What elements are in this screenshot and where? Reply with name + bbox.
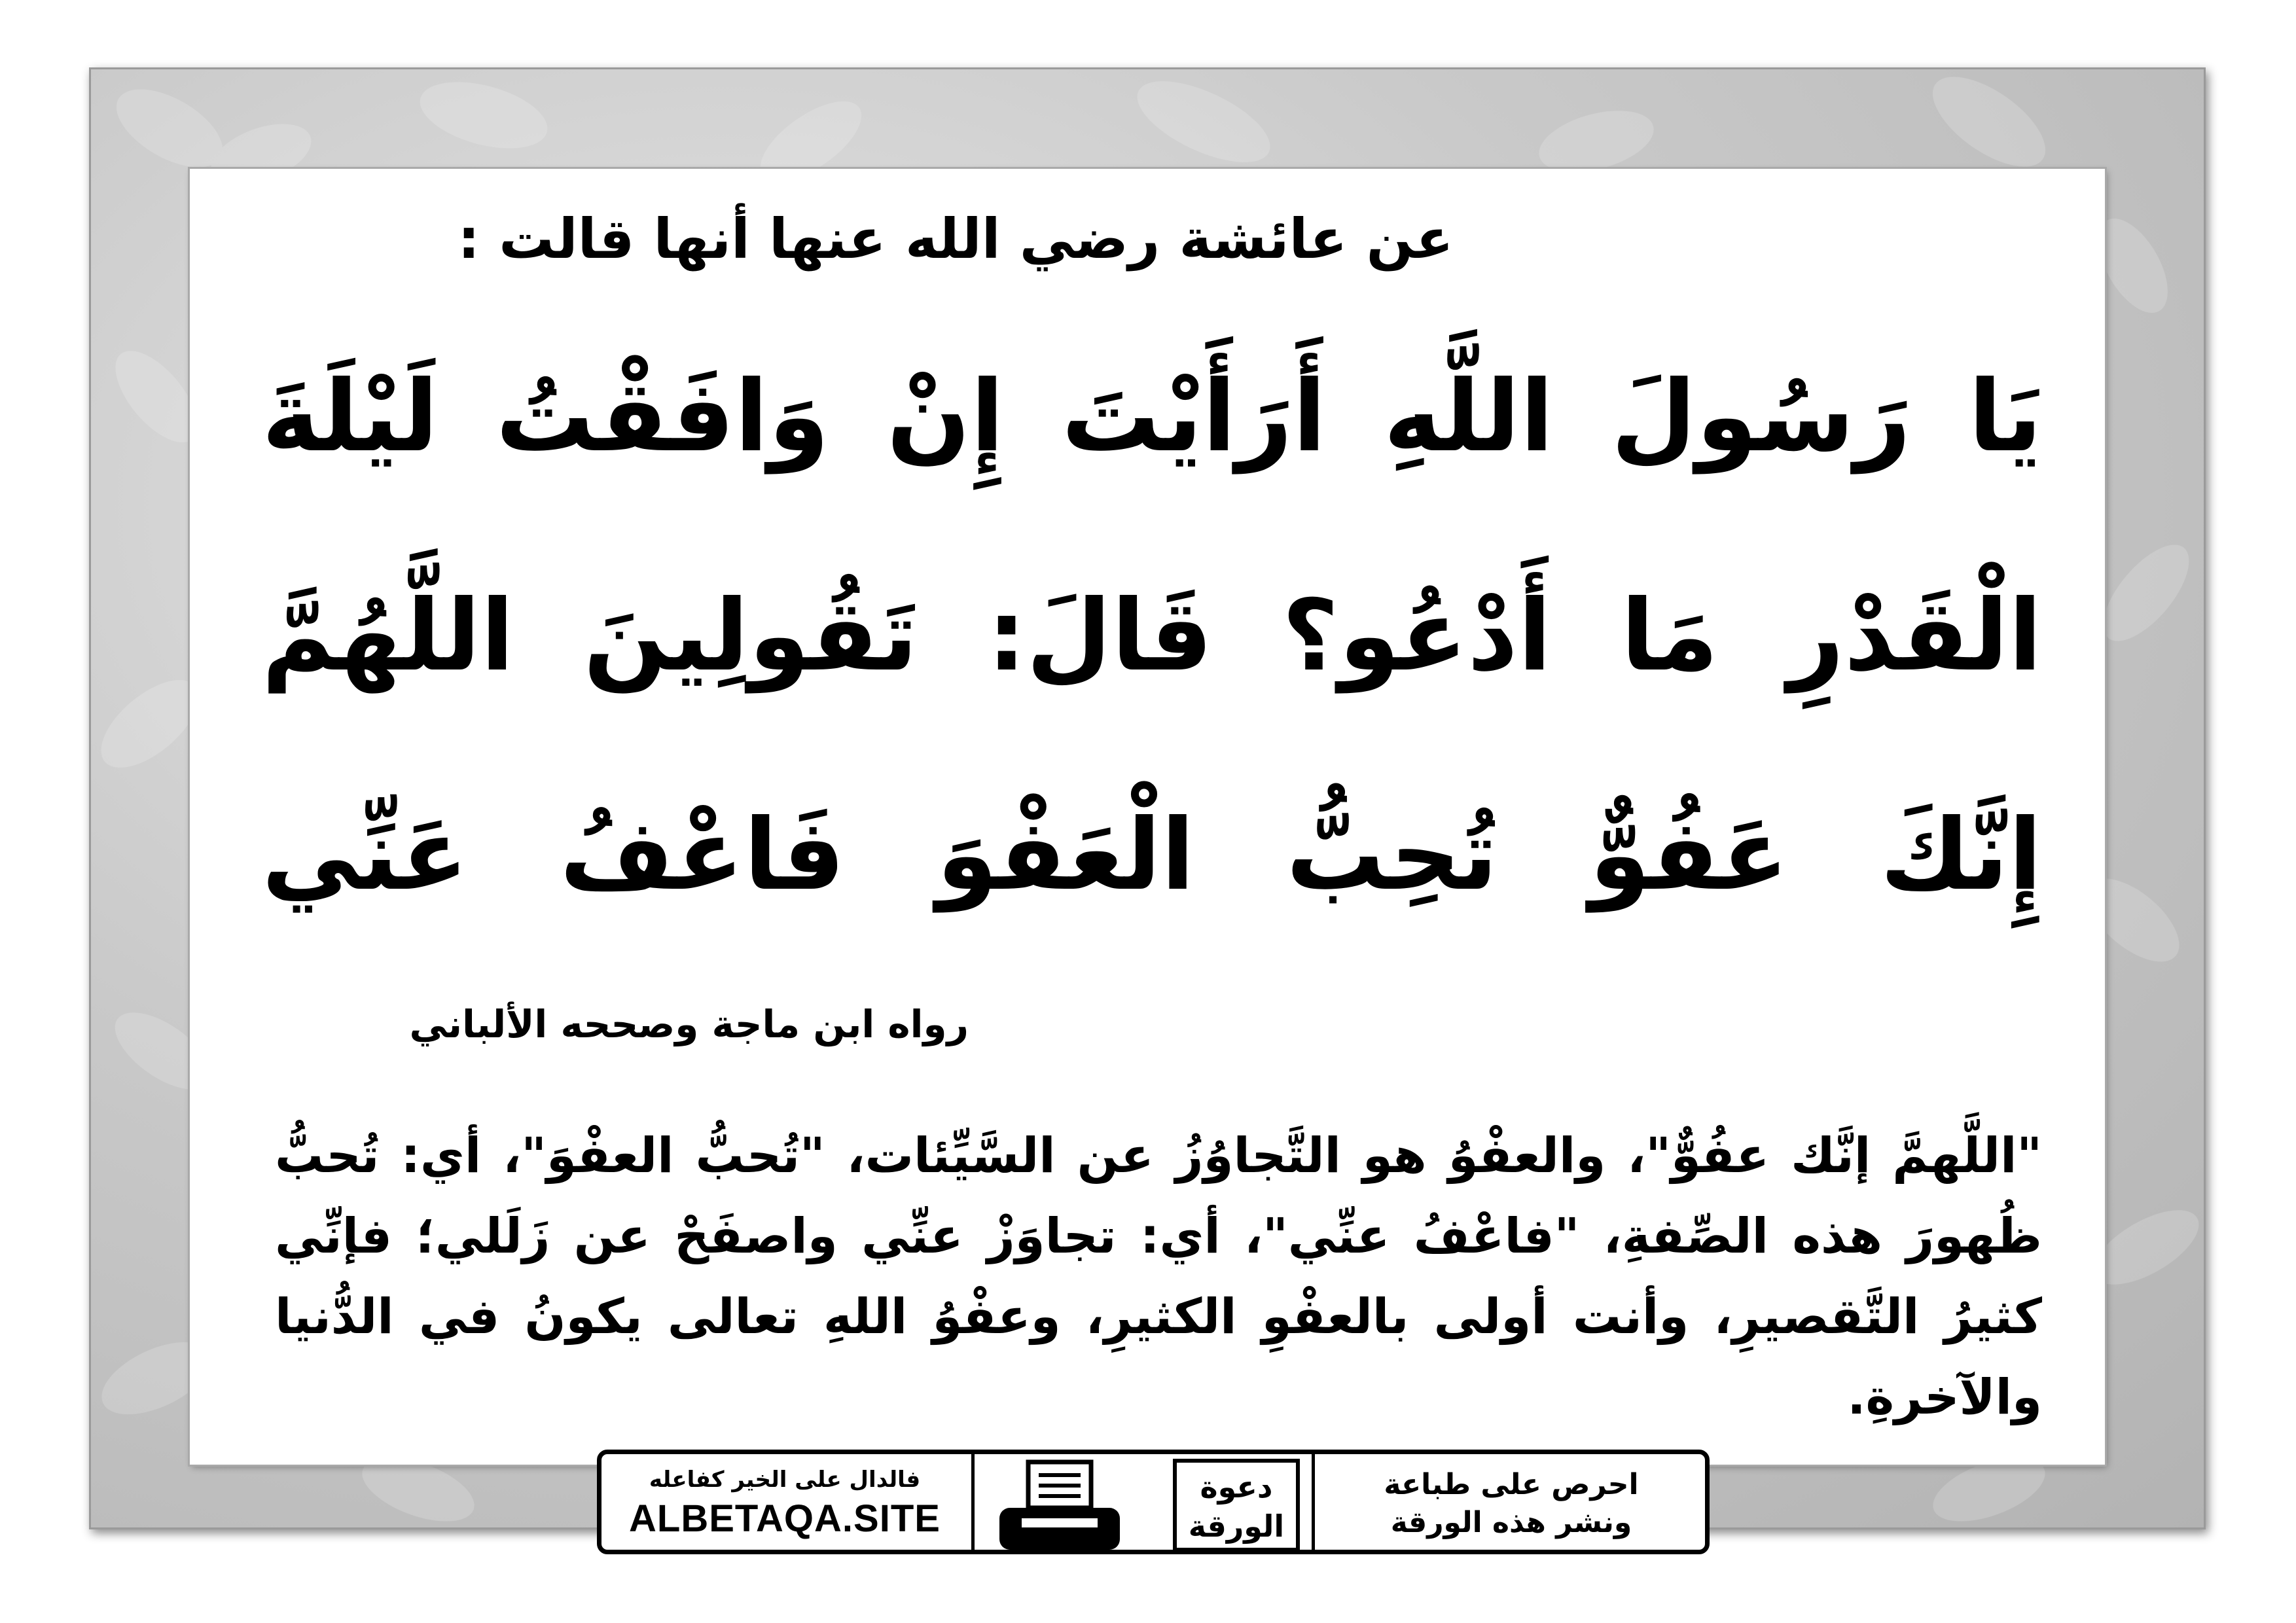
dawat-alwaraqa-logo xyxy=(1171,1457,1302,1554)
hadith-source: رواه ابن ماجة وصححه الألباني xyxy=(409,1002,969,1046)
printer-icon xyxy=(994,1458,1125,1556)
footer-divider xyxy=(971,1454,975,1550)
footer-notice xyxy=(1328,1466,1695,1542)
footer-notice-line2: ونشر هذه الورقة xyxy=(1390,1506,1632,1539)
logo-line2: الورقة xyxy=(1188,1508,1285,1544)
hadith-intro: عن عائشة رضي الله عنها أنها قالت : xyxy=(457,207,1454,271)
footer-tagline: فالدال على الخير كفاعله xyxy=(649,1467,921,1493)
footer-site-block xyxy=(621,1463,948,1542)
hadith-explanation: "اللَّهمَّ إنَّك عفُوٌّ"، والعفْوُ هو التَّجاوُزُ عن السَّيِّئات، "تُحبُّ العفْوَ"، أي: تُحبُّ ظُهورَ هذه الصِّفةِ، "فاعْفُ عنِّي"، أي: تجاوَزْ عنِّي واصفَحْ عن زَلَلي؛ فإنِّي كثيرُ التَّقصيرِ، وأنت أولى بالعفْوِ الكثيرِ، وعفْوُ اللهِ تعالى يكونُ في الدُّنيا والآخرةِ. xyxy=(275,1128,2042,1425)
hadith-text: يَا رَسُولَ اللَّهِ أَرَأَيْتَ إِنْ وَافَقْتُ لَيْلَةَ الْقَدْرِ مَا أَدْعُو؟ قَالَ: تَقُولِينَ اللَّهُمَّ إِنَّكَ عَفُوٌّ تُحِبُّ الْعَفْوَ فَاعْفُ عَنِّي xyxy=(262,360,2042,912)
logo-line1: دعوة xyxy=(1200,1469,1273,1505)
footer-site-link[interactable]: ALBETAQA.SITE xyxy=(629,1497,941,1540)
footer-notice-line1: احرص على طباعة xyxy=(1384,1468,1639,1501)
footer-banner xyxy=(597,1450,1710,1554)
footer-divider xyxy=(1312,1454,1315,1550)
